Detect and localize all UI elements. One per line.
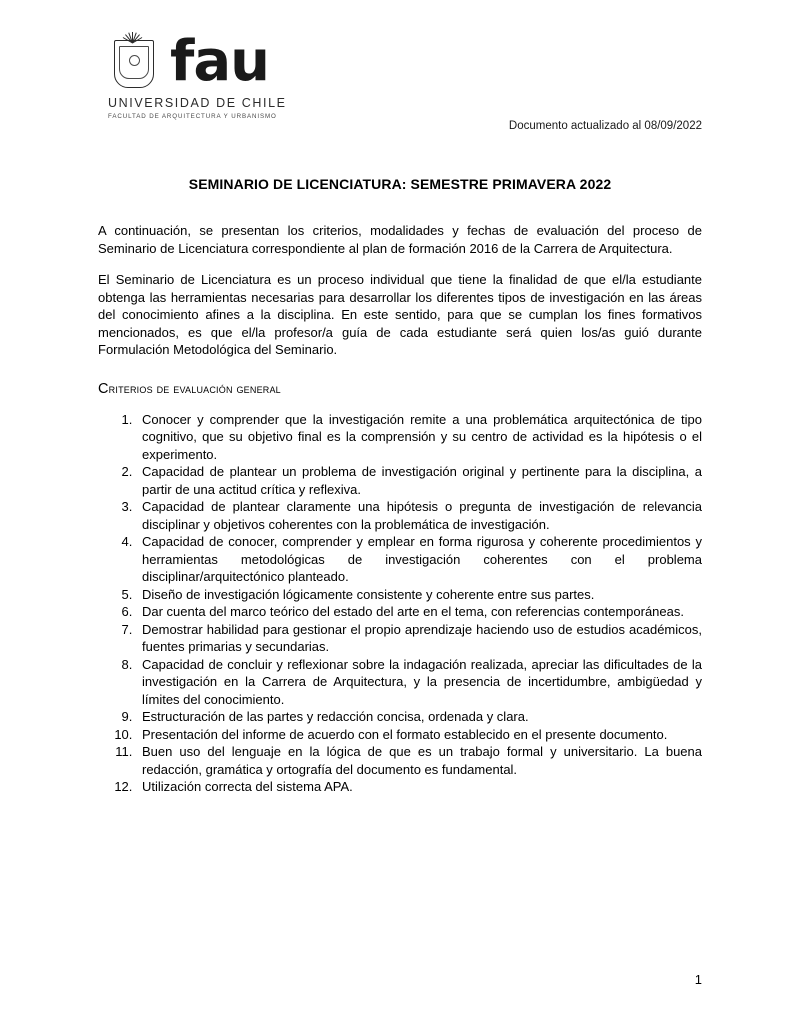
list-item: 1. Conocer y comprender que la investigación remite a una problemática arquitectónica de tipo cognitivo, que su objetivo final es la comprensión y su centro de actividad es la hipótesis o el experimento. bbox=[136, 411, 702, 464]
list-item: 5. Diseño de investigación lógicamente consistente y coherente entre sus partes. bbox=[136, 586, 702, 604]
logo-university-name: UNIVERSIDAD DE CHILE bbox=[108, 96, 287, 110]
intro-paragraph-1: A continuación, se presentan los criterios, modalidades y fechas de evaluación del proceso de Seminario de Licenciatura correspondiente al plan de formación 2016 de la Carrera de Arquitectura. bbox=[98, 223, 702, 256]
page-title: SEMINARIO DE LICENCIATURA: SEMESTRE PRIMAVERA 2022 bbox=[188, 176, 612, 192]
list-item: 4. Capacidad de conocer, comprender y emplear en forma rigurosa y coherente procedimientos y herramientas metodológicas de investigación coherentes con el problema disciplinar/arquitectónico planteado. bbox=[136, 533, 702, 586]
logo-faculty-name: FACULTAD DE ARQUITECTURA Y URBANISMO bbox=[108, 113, 277, 120]
list-item: 11. Buen uso del lenguaje en la lógica de que es un trabajo formal y universitario. La buena redacción, gramática y ortografía del documento es fundamental. bbox=[136, 743, 702, 778]
fau-logo bbox=[106, 30, 356, 120]
section-heading-text: riterios de evaluación general bbox=[108, 380, 281, 396]
intro-paragraph-2: El Seminario de Licenciatura es un proceso individual que tiene la finalidad de que el/la estudiante obtenga las herramientas necesarias para desarrollar los diferentes tipos de investigación en las áreas del conocimiento afines a la disciplina. En este sentido, para que se cumplan los fines formativos mencionados, es que el/la profesor/a guía de cada estudiante será quien los/as guió durante Formulación Metodológica del Seminario. bbox=[98, 272, 702, 357]
page-number: 1 bbox=[694, 972, 702, 987]
logo-row bbox=[106, 30, 356, 92]
list-item: 9. Estructuración de las partes y redacción concisa, ordenada y clara. bbox=[136, 708, 702, 726]
section-heading-criterios bbox=[98, 381, 702, 397]
crest-shield-icon bbox=[114, 40, 154, 88]
list-item: 10. Presentación del informe de acuerdo con el formato establecido en el presente documento. bbox=[136, 726, 702, 744]
list-item: 3. Capacidad de plantear claramente una hipótesis o pregunta de investigación de relevancia disciplinar y objetivos coherentes con la problemática de investigación. bbox=[136, 498, 702, 533]
list-item: 2. Capacidad de plantear un problema de investigación original y pertinente para la disciplina, a partir de una actitud crítica y reflexiva. bbox=[136, 463, 702, 498]
list-item: 6. Dar cuenta del marco teórico del estado del arte en el tema, con referencias contemporáneas. bbox=[136, 603, 702, 621]
list-item: 12. Utilización correcta del sistema APA. bbox=[136, 778, 702, 796]
document-header bbox=[98, 28, 702, 136]
university-crest-icon bbox=[106, 30, 164, 92]
logo-wordmark: fau bbox=[170, 29, 270, 94]
document-updated-date: Documento actualizado al 08/09/2022 bbox=[508, 120, 702, 132]
list-item: 7. Demostrar habilidad para gestionar el propio aprendizaje haciendo uso de estudios académicos, fuentes primarias y secundarias. bbox=[136, 621, 702, 656]
list-item: 8. Capacidad de concluir y reflexionar sobre la indagación realizada, apreciar las dificultades de la investigación en la Carrera de Arquitectura, y la presencia de incertidumbre, ambigüedad y límites del conocimiento. bbox=[136, 656, 702, 709]
section-heading-initial: C bbox=[98, 380, 109, 397]
criteria-list bbox=[98, 411, 702, 796]
